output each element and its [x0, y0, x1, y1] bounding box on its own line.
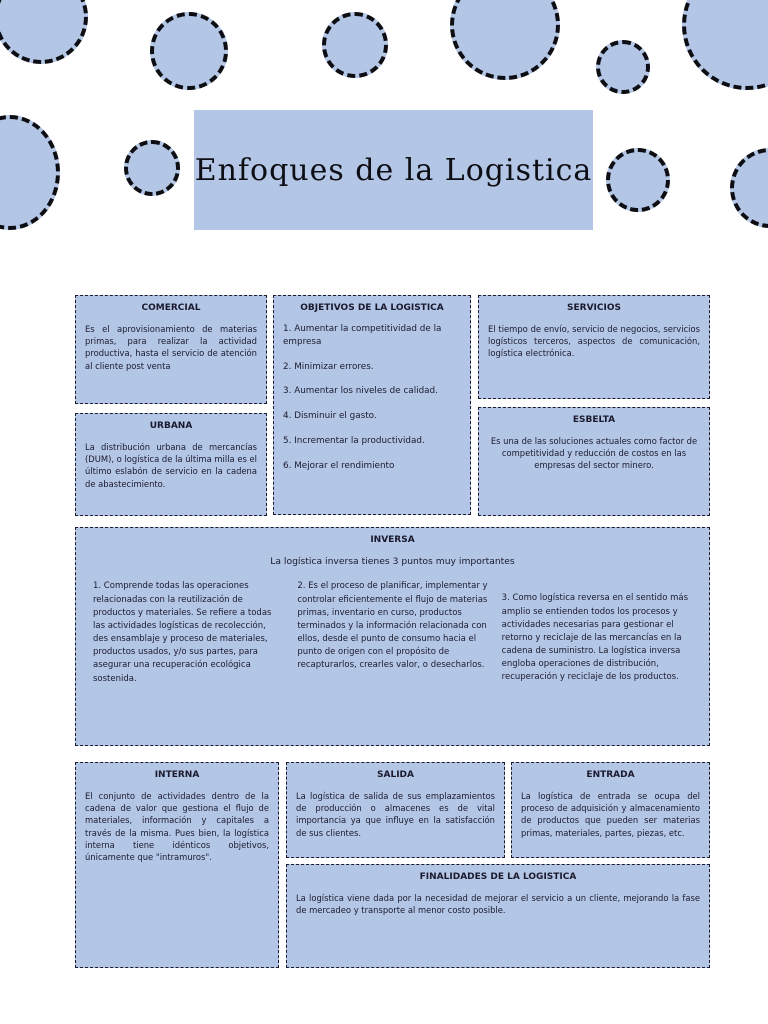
card-text: La logística viene dada por la necesidad de mejorar el servicio a un cliente, mejorando la fase de mercadeo y transporte al menor costo posible.: [296, 893, 700, 916]
card-heading: URBANA: [149, 421, 193, 431]
card-heading: ENTRADA: [586, 770, 635, 780]
decorative-circle: [150, 12, 228, 90]
decorative-circle: [322, 12, 388, 78]
inversa-intro: La logística inversa tienes 3 puntos muy importantes: [270, 556, 515, 568]
card-salida: [286, 762, 505, 858]
decorative-circle: [124, 140, 180, 196]
title-banner: [194, 110, 593, 230]
card-text: El conjunto de actividades dentro de la cadena de valor que gestiona el flujo de materiales, información y capitales a través de la misma. Pues bien, la logística interna tiene idénticos objetivos, únicamente que "intramuros".: [85, 791, 269, 862]
card-text: Es una de las soluciones actuales como factor de competitividad y reducción de costos en las empresas del sector minero.: [490, 436, 698, 471]
card-heading: INVERSA: [370, 535, 415, 545]
objectives-list: [283, 323, 461, 472]
decorative-circle: [0, 0, 88, 64]
card-objetivos: [273, 295, 471, 515]
inversa-points: [85, 580, 700, 685]
list-item: 1. Aumentar la competitividad de la empresa: [283, 324, 442, 347]
card-servicios: [478, 295, 710, 399]
inversa-point: 3. Como logística reversa en el sentido más amplio se entienden todos los procesos y actividades necesarias para gestionar el retorno y reciclaje de las mercancías en la cadena de suministro. La logística inversa engloba operaciones de distribución, recuperación y reciclaje de los productos.: [501, 593, 689, 683]
card-entrada: [511, 762, 710, 858]
list-item: 6. Mejorar el rendimiento: [283, 460, 395, 471]
card-heading: SERVICIOS: [567, 303, 621, 313]
decorative-circle: [596, 40, 650, 94]
decorative-circle: [682, 0, 768, 90]
card-text: Es el aprovisionamiento de materias primas, para realizar la actividad productiva, hasta el servicio de atención al cliente post venta: [85, 324, 257, 371]
card-esbelta: [478, 407, 710, 516]
decorative-circle: [0, 115, 60, 230]
card-text: La logística de salida de sus emplazamientos de producción o almacenes es de vital importancia ya que influye en la satisfacción de sus clientes.: [296, 791, 495, 838]
list-item: 4. Disminuir el gasto.: [283, 411, 377, 422]
card-interna: [75, 762, 279, 968]
card-text: La logística de entrada se ocupa del proceso de adquisición y almacenamiento de productos que pueden ser materias primas, materiales, partes, piezas, etc.: [521, 791, 700, 838]
card-comercial: [75, 295, 267, 404]
card-heading: OBJETIVOS DE LA LOGISTICA: [300, 303, 444, 313]
decorative-circle: [450, 0, 560, 80]
card-text: La distribución urbana de mercancías (DUM), o logística de la última milla es el último eslabón de servicio en la cadena de abastecimiento.: [85, 442, 257, 489]
page-title: Enfoques de la Logistica: [194, 152, 593, 188]
card-heading: ESBELTA: [572, 415, 616, 425]
card-heading: FINALIDADES DE LA LOGISTICA: [419, 872, 577, 882]
decorative-circle: [606, 148, 670, 212]
list-item: 3. Aumentar los niveles de calidad.: [283, 386, 438, 397]
card-finalidades: [286, 864, 710, 968]
inversa-point: 2. Es el proceso de planificar, implementar y controlar eficientemente el flujo de materias primas, inventario en curso, productos terminados y la información relacionada con ellos, desde el punto de consumo hacia el punto de origen con el propósito de recapturarlos, crearles valor, o desecharlos.: [297, 581, 488, 671]
card-urbana: [75, 413, 267, 516]
list-item: 2. Minimizar errores.: [283, 361, 374, 372]
inversa-point: 1. Comprende todas las operaciones relacionadas con la reutilización de productos y materiales. Se refiere a todas las actividades logísticas de recolección, des ensamblaje y proceso de materiales, productos usados, y/o sus partes, para asegurar una recuperación ecológica sostenida.: [93, 581, 272, 684]
decorative-circle: [730, 148, 768, 228]
card-inversa: [75, 527, 710, 746]
card-heading: SALIDA: [377, 770, 414, 780]
list-item: 5. Incrementar la productividad.: [283, 435, 425, 446]
card-heading: COMERCIAL: [141, 303, 201, 313]
card-text: El tiempo de envío, servicio de negocios, servicios logísticos terceros, aspectos de comunicación, logística electrónica.: [488, 324, 700, 359]
card-heading: INTERNA: [154, 770, 200, 780]
